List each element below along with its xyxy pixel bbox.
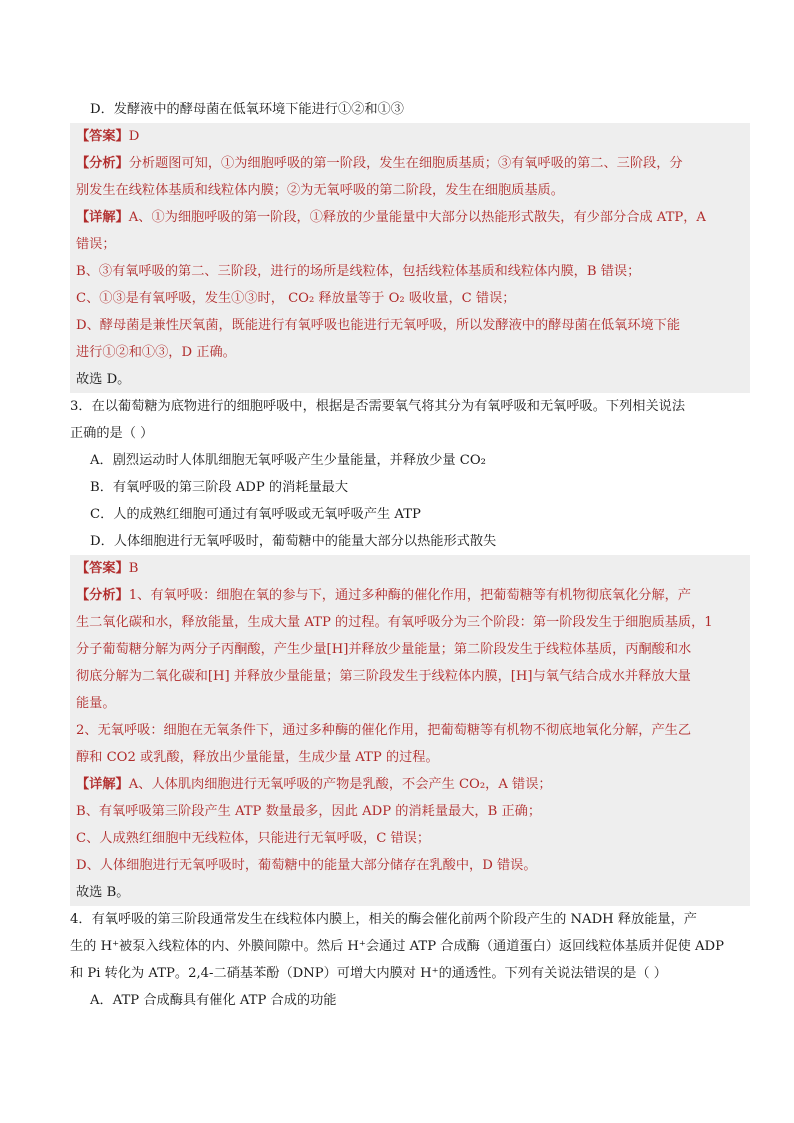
document-page xyxy=(70,96,750,1014)
answer-tag: 【答案】 xyxy=(76,129,129,144)
q2-detail-line-1 xyxy=(70,204,750,231)
q3-analysis-line-1 xyxy=(70,582,750,609)
q3-analysis-line-6: 2、无氧呼吸：细胞在无氧条件下，通过多种酶的催化作用，把葡萄糖等有机物不彻底地氧化分解，产生乙 xyxy=(70,717,750,744)
detail-text: A、①为细胞呼吸的第一阶段，①释放的少量能量中大部分以热能形式散失，有少部分合成 ATP，A xyxy=(128,210,706,225)
analysis-text: 分析题图可知，①为细胞呼吸的第一阶段，发生在细胞质基质；③有氧呼吸的第二、三阶段，分 xyxy=(128,156,683,171)
q2-analysis-line-2: 别发生在线粒体基质和线粒体内膜；②为无氧呼吸的第二阶段，发生在细胞质基质。 xyxy=(70,177,750,204)
q3-option-c: C．人的成熟红细胞可通过有氧呼吸或无氧呼吸产生 ATP xyxy=(90,507,421,522)
answer-tag: 【答案】 xyxy=(76,561,129,576)
analysis-tag: 【分析】 xyxy=(76,156,129,171)
q3-detail-line-1 xyxy=(70,771,750,798)
q4-stem-line-3: 和 Pi 转化为 ATP。2,4-二硝基苯酚（DNP）可增大内膜对 H⁺的通透性。下列有关说法错误的是（ ） xyxy=(70,966,667,981)
q2-detail-line-4: C、①③是有氧呼吸，发生①③时， CO₂ 释放量等于 O₂ 吸收量，C 错误； xyxy=(70,285,750,312)
q3-option-a: A．剧烈运动时人体肌细胞无氧呼吸产生少量能量，并释放少量 CO₂ xyxy=(90,453,486,468)
q2-detail-line-6: 进行①②和①③，D 正确。 xyxy=(70,339,750,366)
q3-analysis-line-4: 彻底分解为二氧化碳和[H] 并释放少量能量；第三阶段发生于线粒体内膜，[H]与氧气结合成水并释放大量 xyxy=(70,663,750,690)
q4-option-a: A．ATP 合成酶具有催化 ATP 合成的功能 xyxy=(90,993,337,1008)
q2-detail-line-2: 错误； xyxy=(70,231,750,258)
q3-analysis-line-5: 能量。 xyxy=(70,690,750,717)
q2-detail-line-3: B、③有氧呼吸的第二、三阶段，进行的场所是线粒体，包括线粒体基质和线粒体内膜，B 错误； xyxy=(70,258,750,285)
q4-stem-line-2: 生的 H⁺被泵入线粒体的内、外膜间隙中。然后 H⁺会通过 ATP 合成酶（通道蛋白）返回线粒体基质并促使 ADP xyxy=(70,939,725,954)
q3-option-b: B．有氧呼吸的第三阶段 ADP 的消耗量最大 xyxy=(90,480,349,495)
q3-stem-line-1: 3．在以葡萄糖为底物进行的细胞呼吸中，根据是否需要氧气将其分为有氧呼吸和无氧呼吸。下列相关说法 xyxy=(70,399,686,414)
q2-analysis-line-1 xyxy=(70,150,750,177)
q4-stem-line-1: 4．有氧呼吸的第三阶段通常发生在线粒体内膜上，相关的酶会催化前两个阶段产生的 NADH 释放能量，产 xyxy=(70,912,697,927)
q3-option-d: D．人体细胞进行无氧呼吸时，葡萄糖中的能量大部分以热能形式散失 xyxy=(90,534,497,549)
q3-answer xyxy=(70,555,750,582)
q3-analysis-line-3: 分子葡萄糖分解为两分子丙酮酸，产生少量[H]并释放少量能量；第二阶段发生于线粒体基质，丙酮酸和水 xyxy=(70,636,750,663)
q3-analysis-line-2: 生二氧化碳和水，释放能量，生成大量 ATP 的过程。有氧呼吸分为三个阶段：第一阶段发生于细胞质基质，1 xyxy=(70,609,750,636)
analysis-text: 1、有氧呼吸：细胞在氧的参与下，通过多种酶的催化作用，把葡萄糖等有机物彻底氧化分解，产 xyxy=(128,588,692,603)
q2-answer xyxy=(70,123,750,150)
detail-tag: 【详解】 xyxy=(76,210,129,225)
q3-stem-line-2: 正确的是（ ） xyxy=(70,426,154,441)
q3-detail-line-4: D、人体细胞进行无氧呼吸时，葡萄糖中的能量大部分储存在乳酸中，D 错误。 xyxy=(70,852,750,879)
prev-option-d: D．发酵液中的酵母菌在低氧环境下能进行①②和①③ xyxy=(90,102,404,117)
q3-analysis-line-7: 醇和 CO2 或乳酸，释放出少量能量，生成少量 ATP 的过程。 xyxy=(70,744,750,771)
q3-conclusion: 故选 B。 xyxy=(70,879,750,906)
answer-value: D xyxy=(128,129,140,144)
detail-tag: 【详解】 xyxy=(76,777,129,792)
q2-conclusion: 故选 D。 xyxy=(70,366,750,393)
answer-value: B xyxy=(128,561,139,576)
detail-text: A、人体肌肉细胞进行无氧呼吸的产物是乳酸，不会产生 CO₂，A 错误； xyxy=(128,777,552,792)
q3-detail-line-3: C、人成熟红细胞中无线粒体，只能进行无氧呼吸，C 错误； xyxy=(70,825,750,852)
q3-detail-line-2: B、有氧呼吸第三阶段产生 ATP 数量最多，因此 ADP 的消耗量最大，B 正确； xyxy=(70,798,750,825)
analysis-tag: 【分析】 xyxy=(76,588,129,603)
q2-detail-line-5: D、酵母菌是兼性厌氧菌，既能进行有氧呼吸也能进行无氧呼吸，所以发酵液中的酵母菌在低氧环境下能 xyxy=(70,312,750,339)
